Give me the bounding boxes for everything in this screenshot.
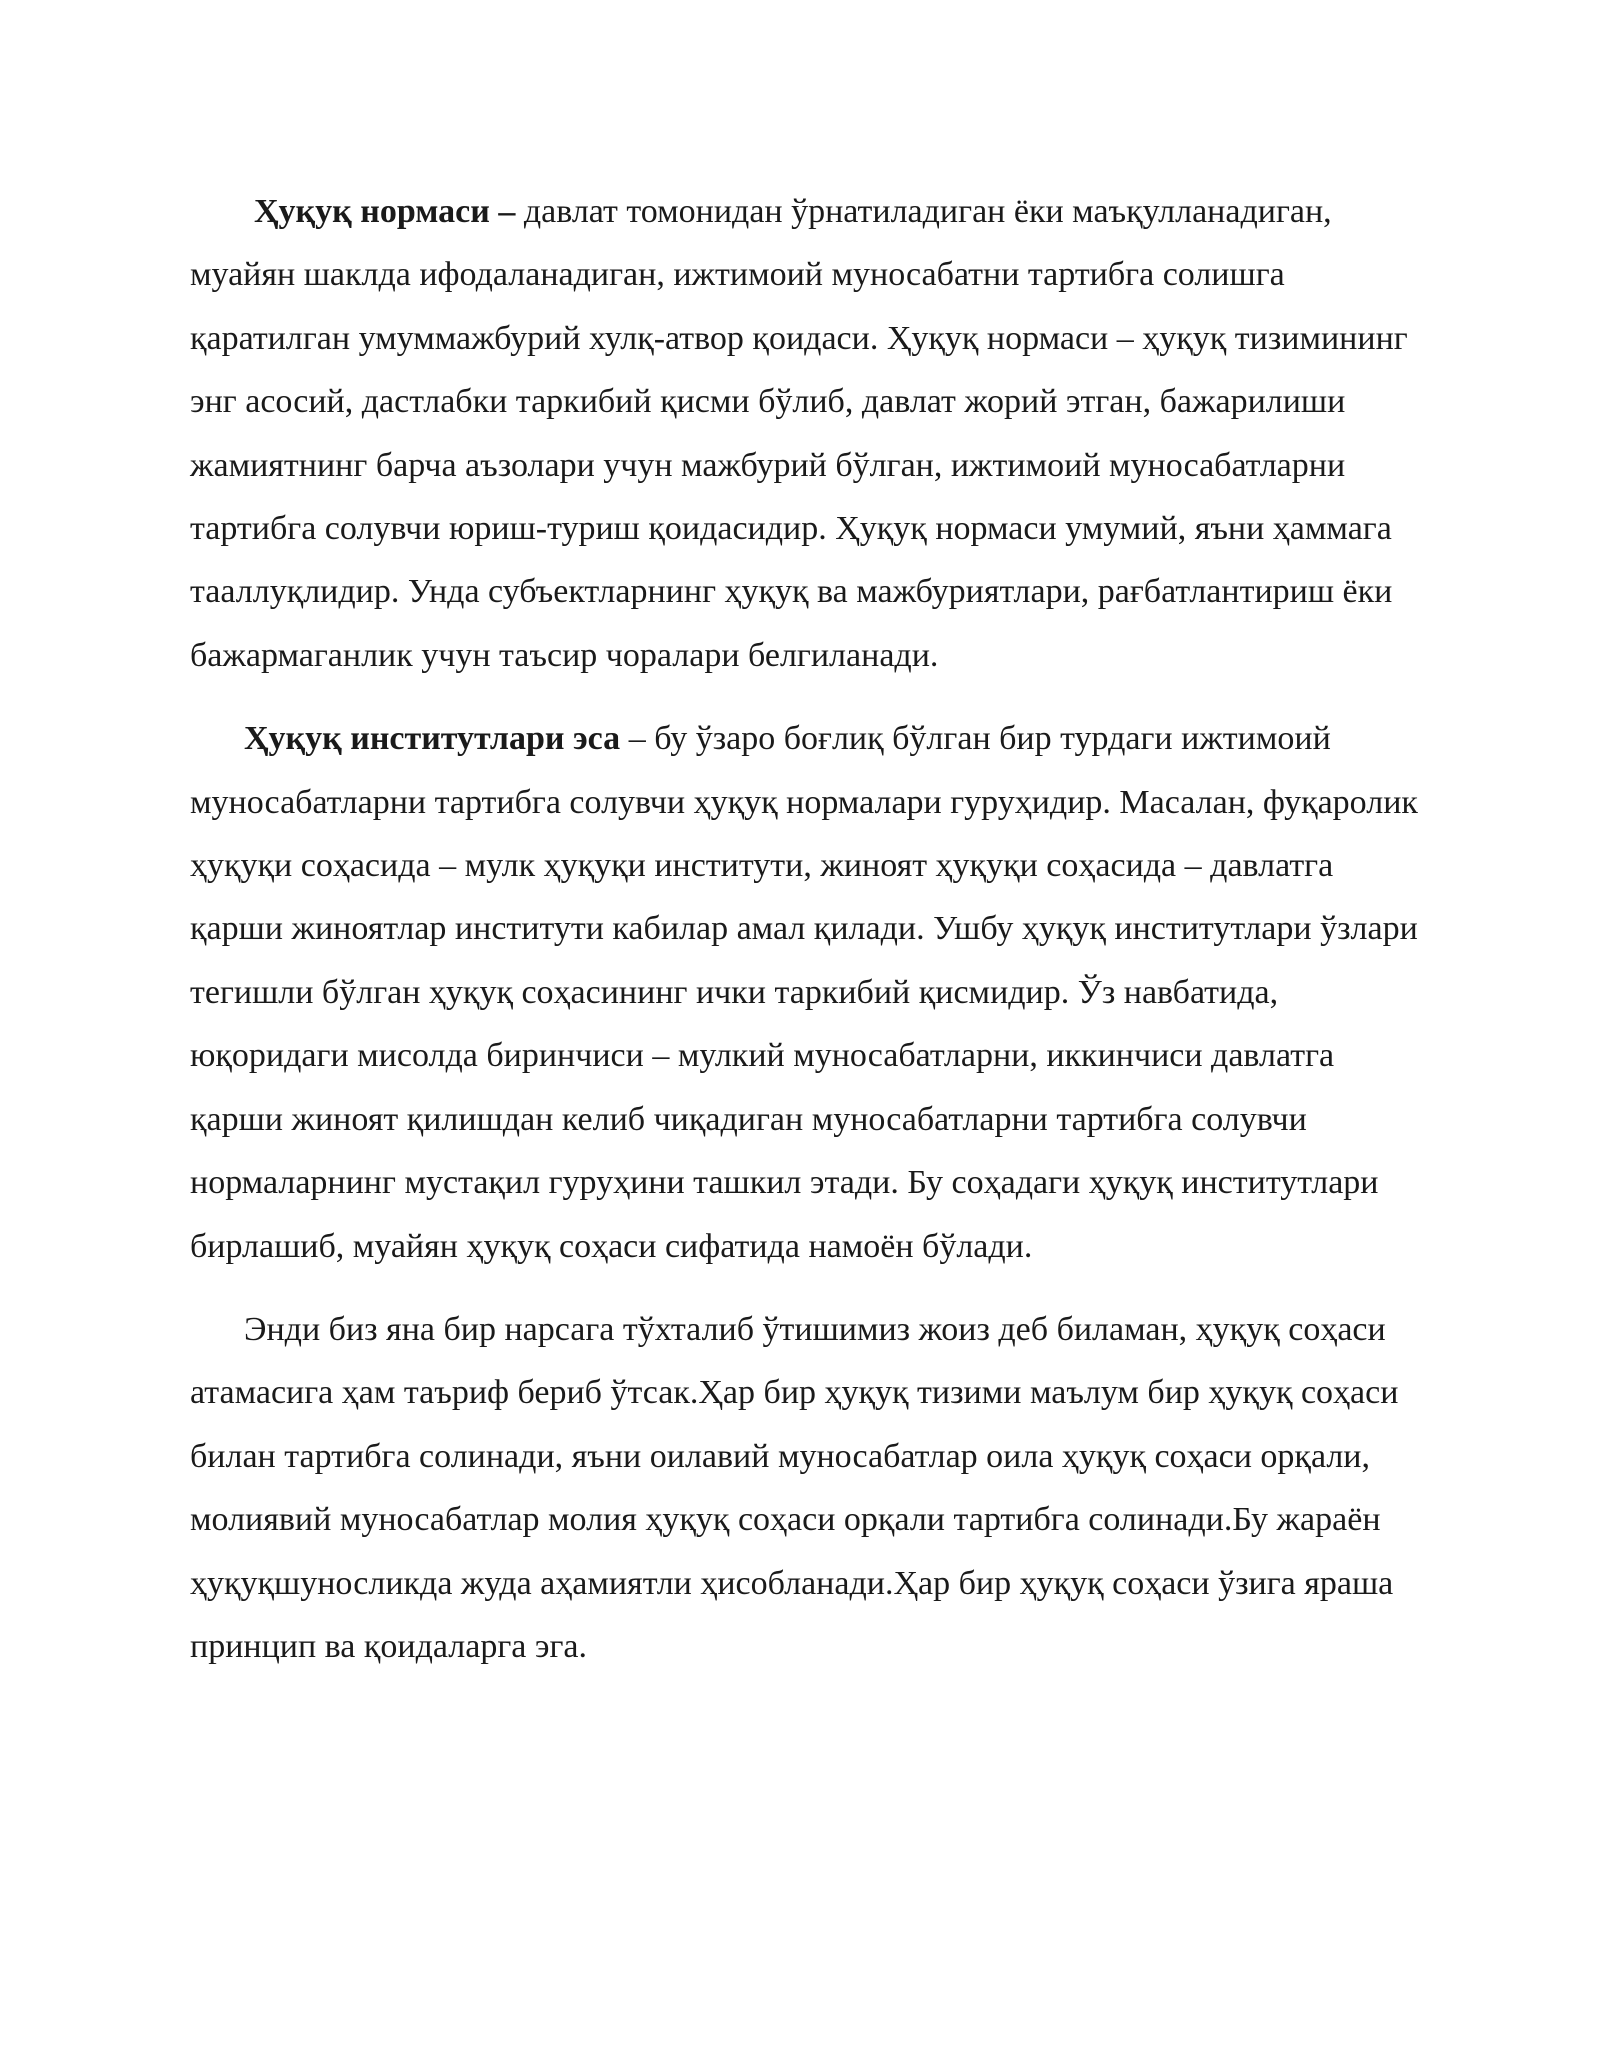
paragraph-branch-of-law: [190, 1298, 1430, 1678]
paragraph-text: Энди биз яна бир нарсага тўхталиб ўтишимиз жоиз деб биламан, ҳуқуқ соҳаси атамасига ҳам таъриф бериб ўтсак.Ҳар бир ҳуқуқ тизими маълум бир ҳуқуқ соҳаси билан тартибга солинади, яъни оилавий муносабатлар оила ҳуқуқ соҳаси орқали, молиявий муносабатлар молия ҳуқуқ соҳаси орқали тартибга солинади.Бу жараён ҳуқуқшуносликда жуда аҳамиятли ҳисобланади.Ҳар бир ҳуқуқ соҳаси ўзига яраша принцип ва қоидаларга эга.: [190, 1310, 1399, 1665]
paragraph-legal-institutions: [190, 707, 1430, 1278]
paragraph-text: давлат томонидан ўрнатиладиган ёки маъқулланадиган, муайян шаклда ифодаланадиган, ижтимоий муносабатни тартибга солишга қаратилган умуммажбурий хулқ-атвор қоидаси. Ҳуқуқ нормаси – ҳуқуқ тизимининг энг асосий, дастлабки таркибий қисми бўлиб, давлат жорий этган, бажарилиши жамиятнинг барча аъзолари учун мажбурий бўлган, ижтимоий муносабатларни тартибга солувчи юриш-туриш қоидасидир. Ҳуқуқ нормаси умумий, яъни ҳаммага тааллуқлидир. Унда субъектларнинг ҳуқуқ ва мажбуриятлари, рағбатлантириш ёки бажармаганлик учун таъсир чоралари белгиланади.: [190, 193, 1408, 674]
paragraph-text: – бу ўзаро боғлиқ бўлган бир турдаги ижтимоий муносабатларни тартибга солувчи ҳуқуқ нормалари гуруҳидир. Масалан, фуқаролик ҳуқуқи соҳасида – мулк ҳуқуқи институти, жиноят ҳуқуқи соҳасида – давлатга қарши жиноятлар институти кабилар амал қилади. Ушбу ҳуқуқ институтлари ўзлари тегишли бўлган ҳуқуқ соҳасининг ички таркибий қисмидир. Ўз навбатида, юқоридаги мисолда биринчиси – мулкий муносабатларни, иккинчиси давлатга қарши жиноят қилишдан келиб чиқадиган муносабатларни тартибга солувчи нормаларнинг мустақил гуруҳини ташкил этади. Бу соҳадаги ҳуқуқ институтлари бирлашиб, муайян ҳуқуқ соҳаси сифатида намоён бўлади.: [190, 720, 1418, 1265]
document-body: [190, 180, 1430, 1698]
term-legal-institutions: Ҳуқуқ институтлари эса: [244, 720, 621, 758]
paragraph-legal-norm: [190, 180, 1430, 687]
term-legal-norm: Ҳуқуқ нормаси –: [254, 193, 524, 230]
